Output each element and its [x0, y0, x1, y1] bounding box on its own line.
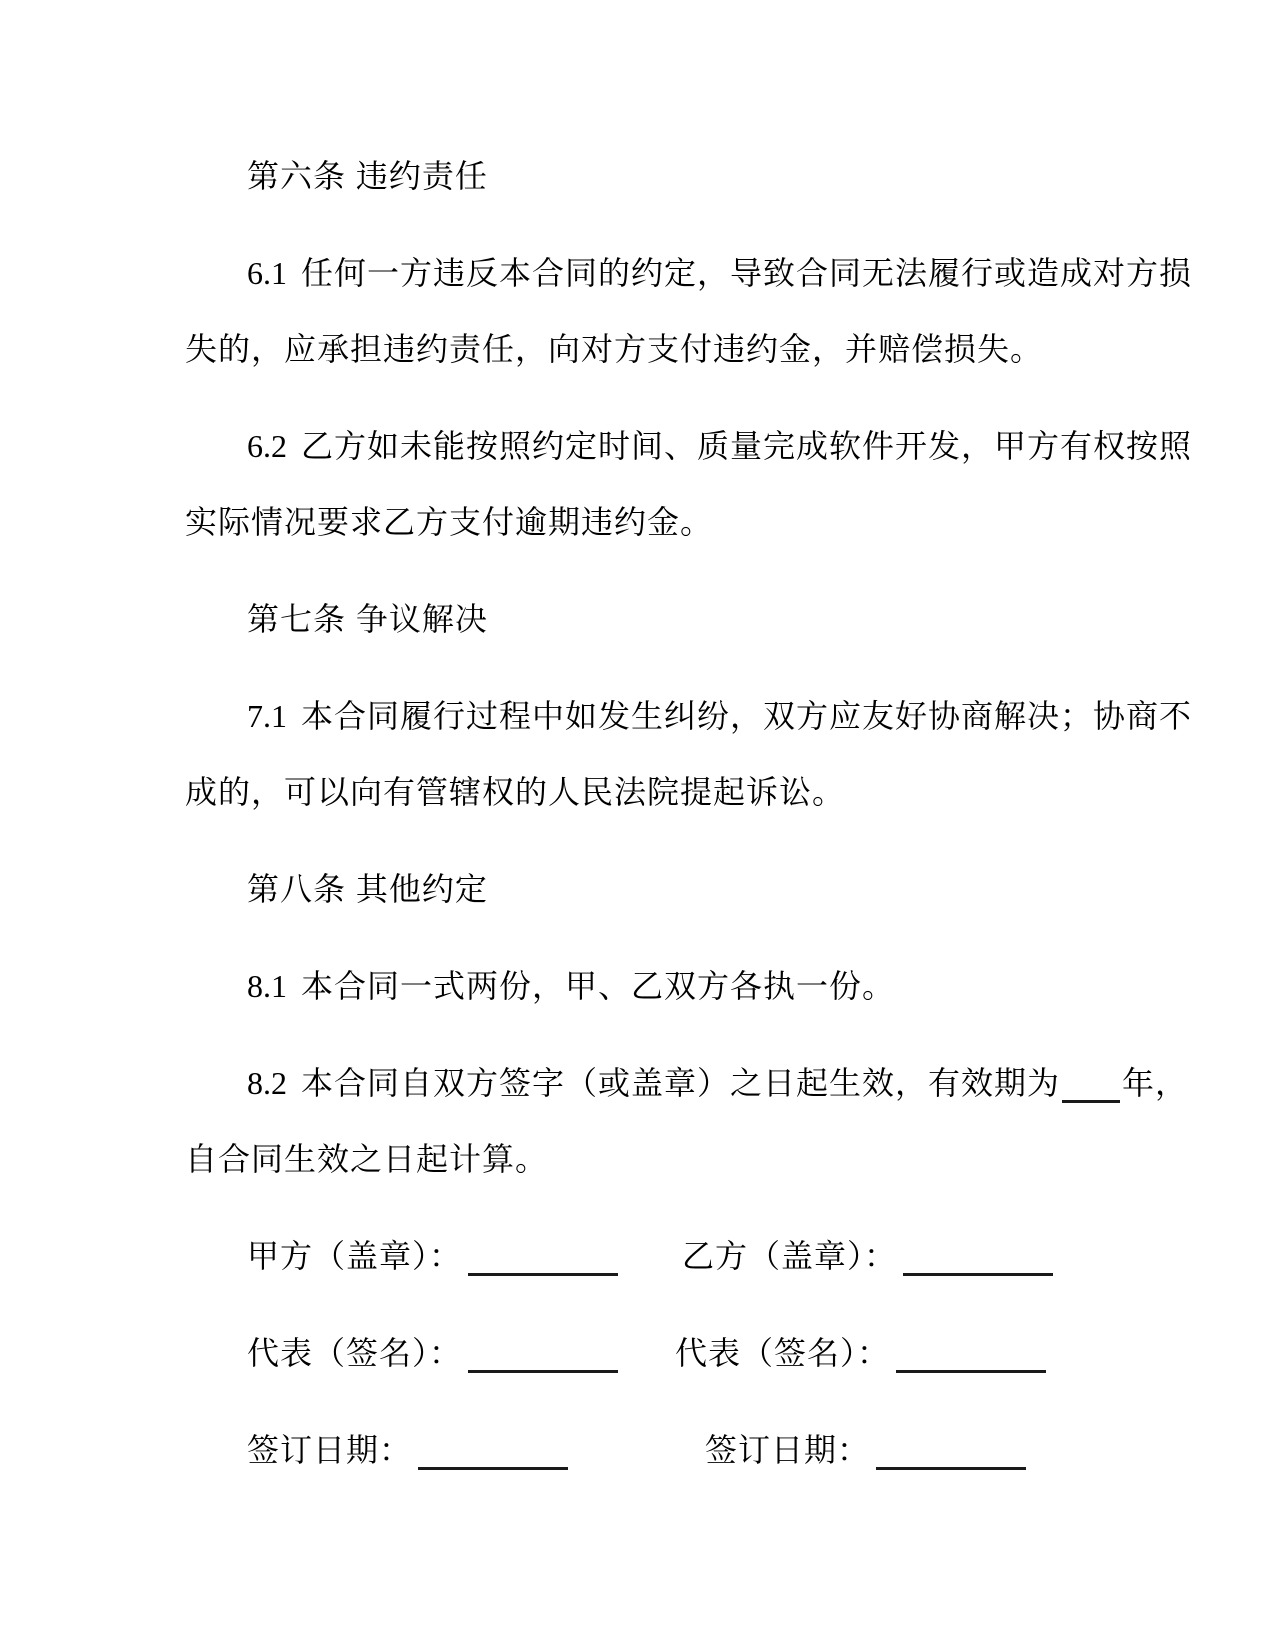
- clause-7-1-line-1: [185, 678, 1195, 754]
- clause-8-2-text-after-blank: 年，: [1122, 1065, 1189, 1101]
- party-b-representative-label: 代表（签名）：: [675, 1335, 891, 1371]
- party-a-representative-blank-line: [468, 1343, 618, 1373]
- clause-6-1-number: 6.1: [247, 255, 287, 291]
- clause-6-2-line-1: [185, 408, 1195, 484]
- party-b-date-blank-line: [876, 1440, 1026, 1470]
- clause-7-1: [185, 678, 1195, 830]
- party-a-seal-blank-line: [468, 1246, 618, 1276]
- seal-row: [185, 1218, 1195, 1294]
- clause-8-2-number: 8.2: [247, 1065, 287, 1101]
- signature-section: [185, 1218, 1195, 1488]
- article-7-heading: 第七条 争议解决: [247, 601, 488, 637]
- clause-8-1-line-1: [185, 948, 1195, 1024]
- party-b-date-cell: [705, 1412, 1026, 1488]
- party-b-representative-blank-line: [896, 1343, 1046, 1373]
- clause-7-1-text-2: 成的，可以向有管辖权的人民法院提起诉讼。: [185, 774, 846, 810]
- clause-6-2: [185, 408, 1195, 560]
- clause-6-2-text-1: 乙方如未能按照约定时间、质量完成软件开发，甲方有权按照: [301, 428, 1193, 464]
- party-b-seal-label: 乙方（盖章）：: [682, 1238, 898, 1274]
- clause-6-1-text-2: 失的，应承担违约责任，向对方支付违约金，并赔偿损失。: [185, 331, 1044, 367]
- clause-8-2-text-2: 自合同生效之日起计算。: [185, 1141, 549, 1177]
- party-a-date-label: 签订日期：: [247, 1432, 413, 1468]
- clause-7-1-line-2: [185, 754, 1195, 830]
- party-b-representative-cell: [675, 1315, 1046, 1391]
- party-a-representative-cell: [247, 1315, 675, 1391]
- signing-date-row: [185, 1412, 1195, 1488]
- clause-8-1-number: 8.1: [247, 968, 287, 1004]
- party-b-date-label: 签订日期：: [705, 1432, 871, 1468]
- clause-6-1: [185, 235, 1195, 387]
- clause-8-2-text-before-blank: 本合同自双方签字（或盖章）之日起生效，有效期为: [301, 1065, 1061, 1101]
- article-8-heading: 第八条 其他约定: [247, 871, 488, 907]
- party-b-seal-blank-line: [903, 1246, 1053, 1276]
- clause-8-2: [185, 1045, 1195, 1197]
- clause-6-1-line-1: [185, 235, 1195, 311]
- clause-6-2-text-2: 实际情况要求乙方支付逾期违约金。: [185, 504, 714, 540]
- party-a-seal-label: 甲方（盖章）：: [247, 1238, 463, 1274]
- clause-7-1-text-1: 本合同履行过程中如发生纠纷，双方应友好协商解决；协商不: [301, 698, 1193, 734]
- clause-6-2-line-2: [185, 484, 1195, 560]
- article-6-heading: 第六条 违约责任: [247, 158, 488, 194]
- clause-6-1-text-1: 任何一方违反本合同的约定，导致合同无法履行或造成对方损: [301, 255, 1193, 291]
- clause-6-2-number: 6.2: [247, 428, 287, 464]
- party-a-date-blank-line: [418, 1440, 568, 1470]
- representative-row: [185, 1315, 1195, 1391]
- validity-years-blank-line: [1062, 1073, 1120, 1103]
- clause-6-1-line-2: [185, 311, 1195, 387]
- clause-8-2-line-1: [185, 1045, 1195, 1121]
- clause-8-2-line-2: [185, 1121, 1195, 1197]
- party-a-seal-cell: [247, 1218, 682, 1294]
- clause-7-1-number: 7.1: [247, 698, 287, 734]
- contract-body: [185, 138, 1195, 1488]
- party-b-seal-cell: [682, 1218, 1053, 1294]
- party-a-date-cell: [247, 1412, 705, 1488]
- clause-8-1: [185, 948, 1195, 1024]
- clause-8-1-text: 本合同一式两份，甲、乙双方各执一份。: [301, 968, 896, 1004]
- party-a-representative-label: 代表（签名）：: [247, 1335, 463, 1371]
